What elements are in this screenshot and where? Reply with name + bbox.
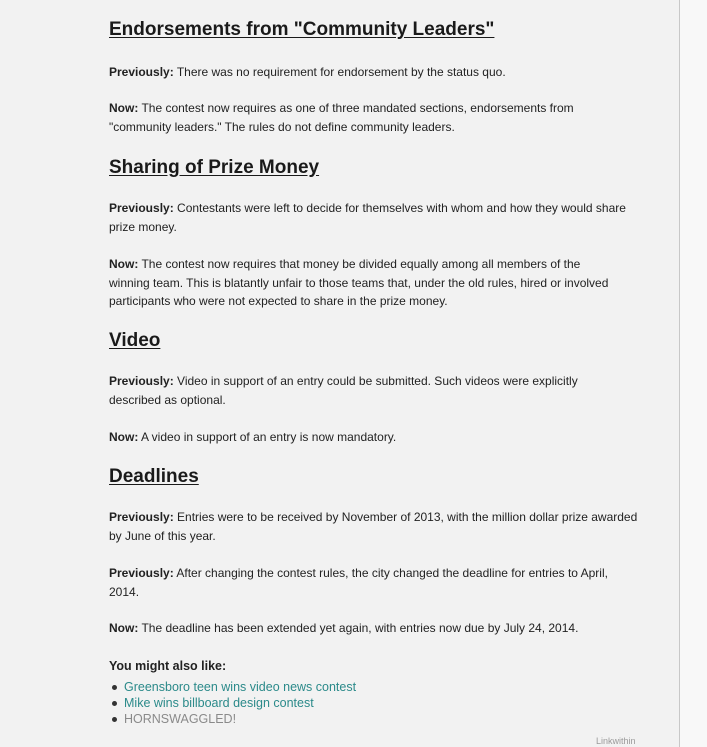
paragraph-now [109, 99, 629, 136]
paragraph-now [109, 428, 649, 447]
paragraph-previously [109, 63, 649, 82]
paragraph-text: The contest now requires as one of three mandated sections, endorsements from "community leaders." The rules do not define community leaders. [109, 101, 574, 134]
paragraph-previously [109, 508, 639, 545]
paragraph-text: A video in support of an entry is now mandatory. [138, 430, 397, 444]
paragraph-text: Contestants were left to decide for themselves with whom and how they would share prize money. [109, 201, 626, 234]
paragraph-text: After changing the contest rules, the city changed the deadline for entries to April, 2014. [109, 566, 608, 599]
section-heading-deadlines: Deadlines [109, 466, 199, 487]
paragraph-text: The contest now requires that money be divided equally among all members of the winning team. This is blatantly unfair to those teams that, under the old rules, hired or involved participants who were not expected to share in the prize money. [109, 257, 609, 308]
related-list [109, 679, 649, 727]
paragraph-previously [109, 564, 639, 601]
list-item [109, 679, 649, 695]
section-heading-video: Video [109, 330, 161, 351]
label-previously: Previously: [109, 374, 174, 388]
label-previously: Previously: [109, 566, 174, 580]
linkwithin-credit[interactable]: Linkwithin [596, 736, 636, 746]
list-item [109, 711, 649, 727]
label-now: Now: [109, 430, 139, 444]
label-now: Now: [109, 621, 139, 635]
section-heading-prize-money: Sharing of Prize Money [109, 157, 320, 178]
related-posts [109, 657, 649, 727]
label-previously: Previously: [109, 65, 174, 79]
paragraph-now [109, 619, 649, 638]
related-link-teen-video[interactable]: Greensboro teen wins video news contest [124, 680, 357, 694]
section-heading-endorsements: Endorsements from "Community Leaders" [109, 19, 495, 40]
label-previously: Previously: [109, 201, 174, 215]
paragraph-now [109, 255, 624, 311]
list-item [109, 695, 649, 711]
right-sidebar [680, 0, 707, 747]
related-title: You might also like: [109, 659, 227, 673]
label-previously: Previously: [109, 510, 174, 524]
paragraph-previously [109, 372, 629, 409]
paragraph-text: Entries were to be received by November of 2013, with the million dollar prize awarded by June of this year. [109, 510, 638, 543]
related-link-billboard[interactable]: Mike wins billboard design contest [124, 696, 314, 710]
paragraph-text: The deadline has been extended yet again, with entries now due by July 24, 2014. [138, 621, 579, 635]
paragraph-previously [109, 199, 639, 236]
paragraph-text: Video in support of an entry could be submitted. Such videos were explicitly described as optional. [109, 374, 578, 407]
label-now: Now: [109, 257, 139, 271]
label-now: Now: [109, 101, 139, 115]
related-link-hornswaggled[interactable]: HORNSWAGGLED! [124, 712, 237, 726]
paragraph-text: There was no requirement for endorsement by the status quo. [173, 65, 506, 79]
